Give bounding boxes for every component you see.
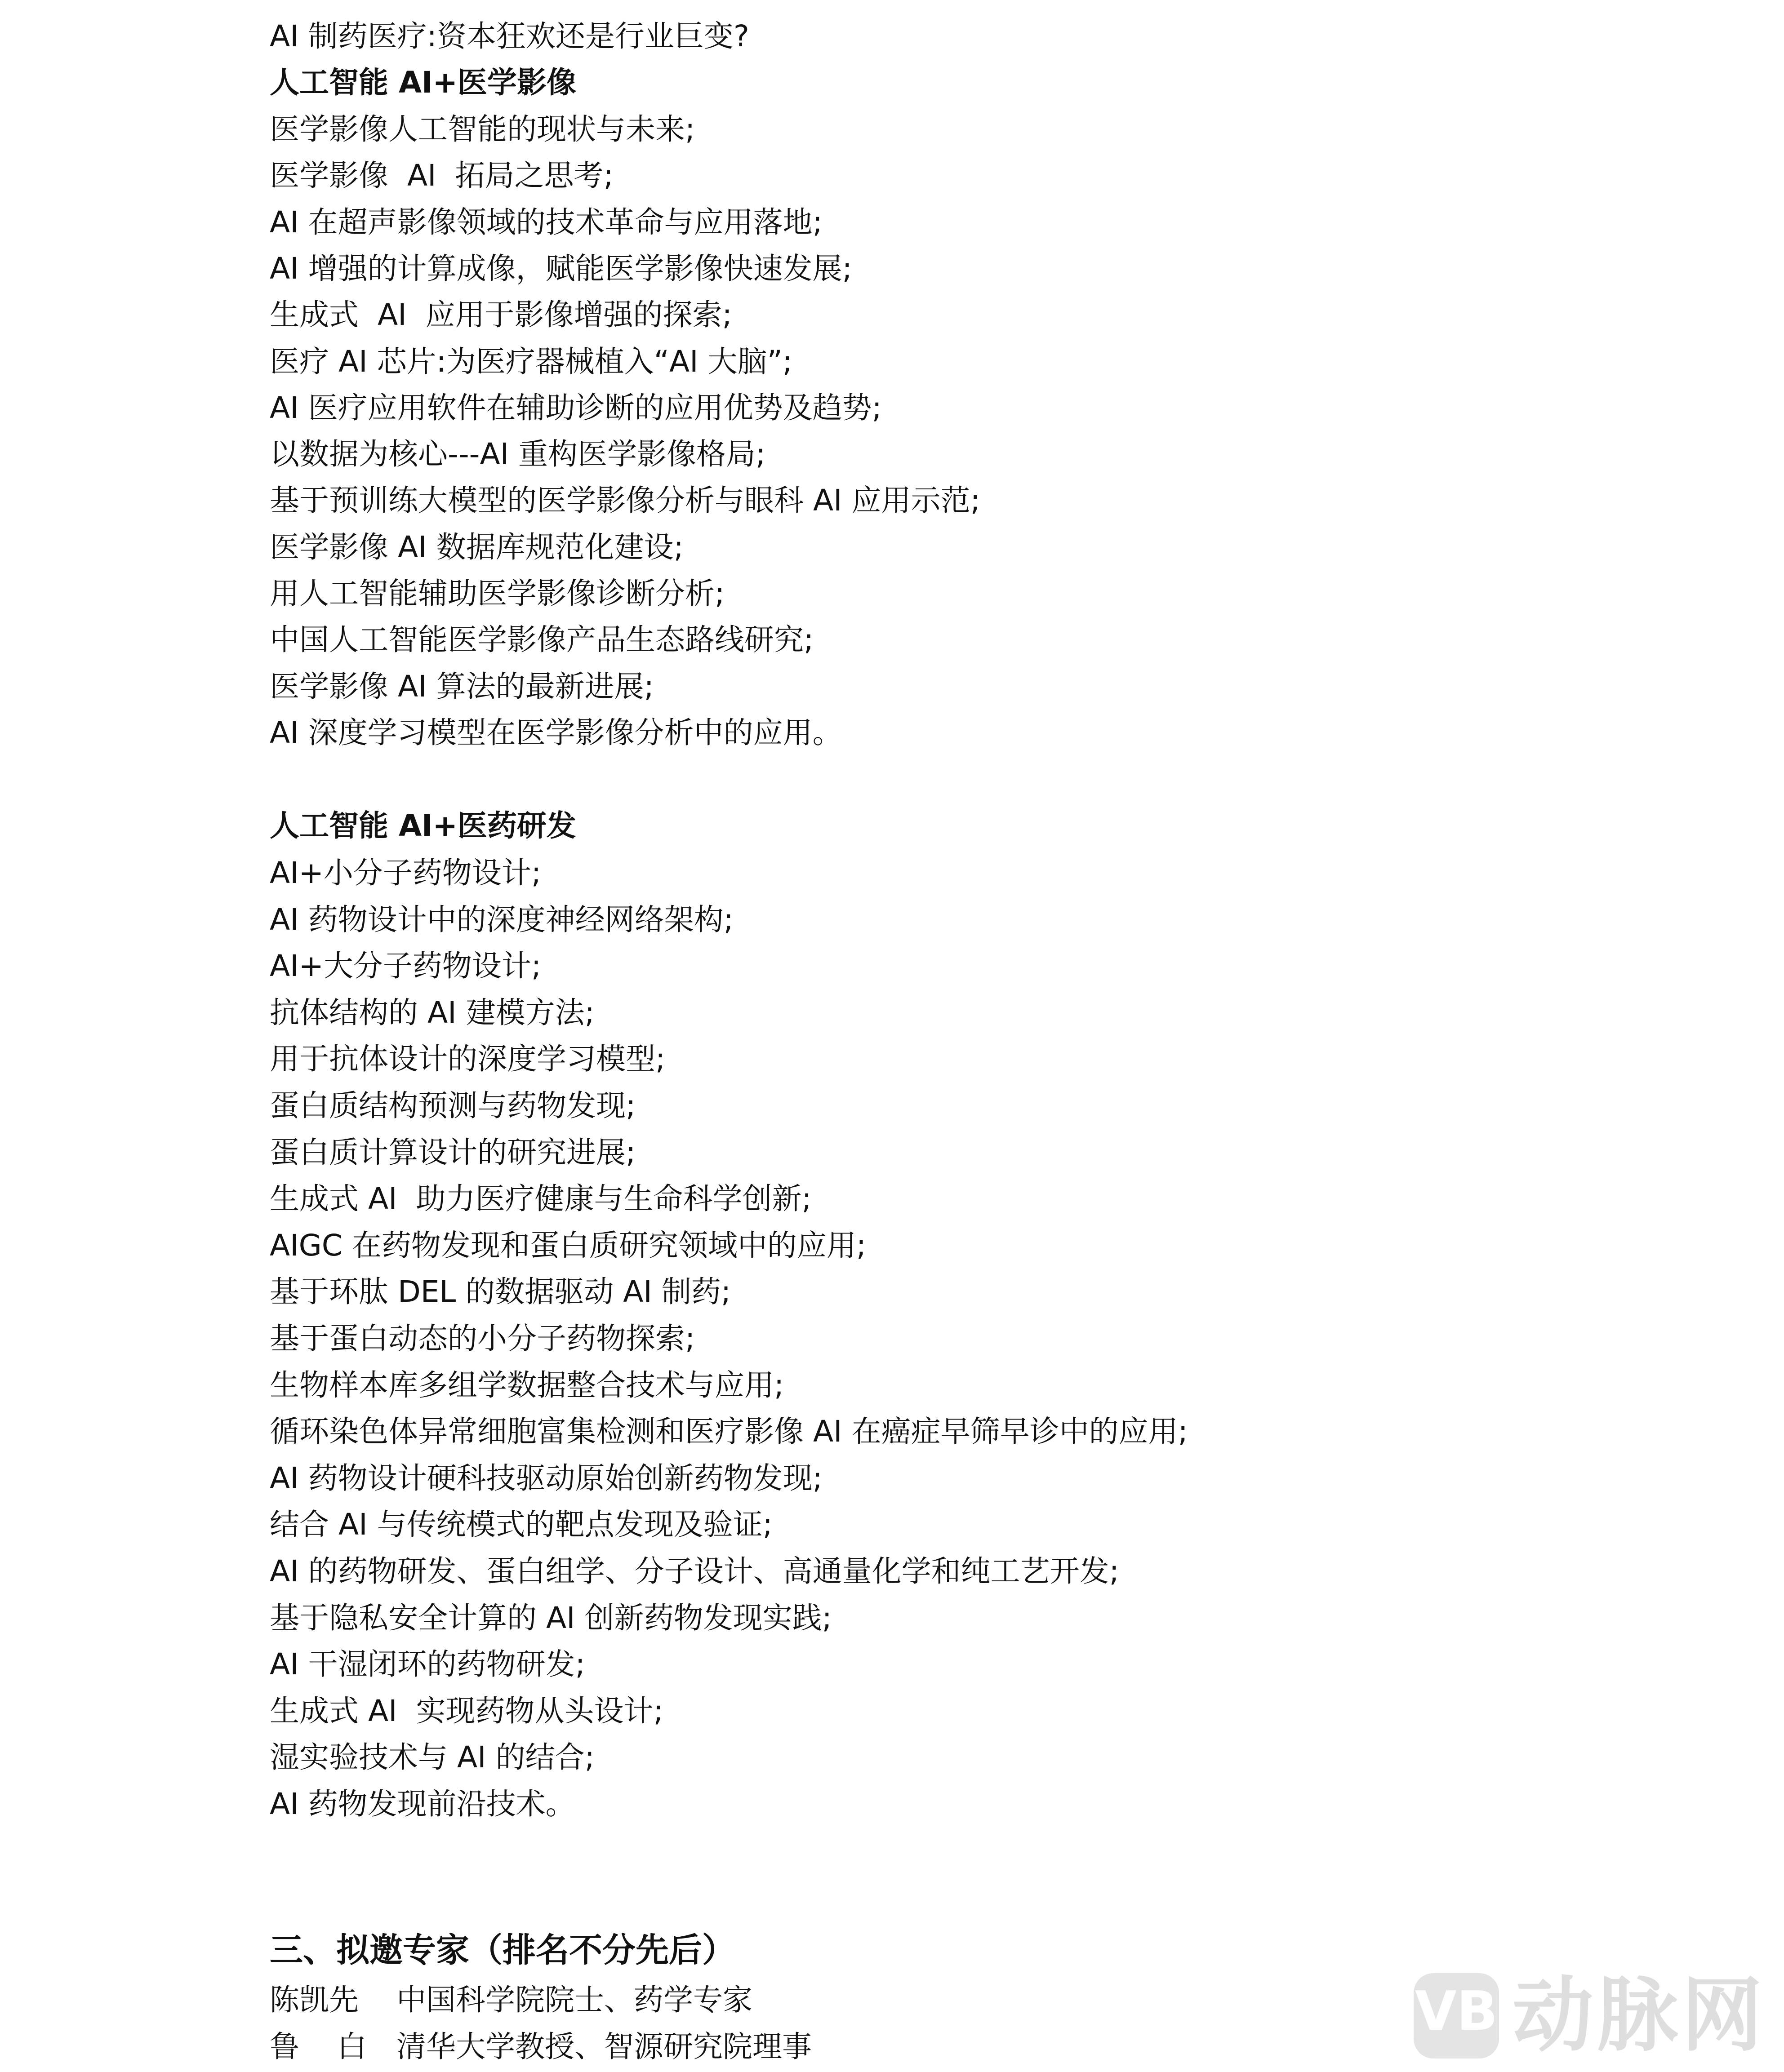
expert-row xyxy=(270,1985,752,2015)
watermark-text: 动脉网 xyxy=(1512,1969,1766,2063)
list-item: 蛋白质结构预测与药物发现; xyxy=(270,1088,636,1123)
list-item: AI 医疗应用软件在辅助诊断的应用优势及趋势; xyxy=(270,390,882,425)
list-item: 生物样本库多组学数据整合技术与应用; xyxy=(270,1367,784,1402)
list-item: 循环染色体异常细胞富集检测和医疗影像 AI 在癌症早筛早诊中的应用; xyxy=(270,1414,1188,1449)
list-item: 中国人工智能医学影像产品生态路线研究; xyxy=(270,622,814,657)
imaging-heading: 人工智能 AI+医学影像 xyxy=(270,65,576,100)
list-item: AI 在超声影像领域的技术革命与应用落地; xyxy=(270,204,823,240)
list-item: AI 干湿闭环的药物研发; xyxy=(270,1647,585,1682)
list-item: 基于环肽 DEL 的数据驱动 AI 制药; xyxy=(270,1274,731,1309)
expert-name: 陈凯先 xyxy=(270,1983,359,2017)
list-item: 用于抗体设计的深度学习模型; xyxy=(270,1042,666,1077)
list-item: AI 药物设计硬科技驱动原始创新药物发现; xyxy=(270,1460,823,1495)
list-item: AI 增强的计算成像，赋能医学影像快速发展; xyxy=(270,251,852,286)
intro-line: AI 制药医疗:资本狂欢还是行业巨变? xyxy=(270,19,749,53)
list-item: AIGC 在药物发现和蛋白质研究领域中的应用; xyxy=(270,1228,867,1263)
watermark xyxy=(1414,1969,1766,2063)
list-item: 医学影像人工智能的现状与未来; xyxy=(270,112,695,146)
vb-logo-icon: VB xyxy=(1414,1973,1499,2059)
list-item: 生成式 AI 应用于影像增强的探索; xyxy=(270,297,732,333)
expert-name: 鲁 白 xyxy=(270,2029,367,2064)
list-item: 医学影像 AI 数据库规范化建设; xyxy=(270,529,684,564)
list-item: 抗体结构的 AI 建模方法; xyxy=(270,995,595,1030)
list-item: 医疗 AI 芯片:为医疗器械植入“AI 大脑”; xyxy=(270,344,793,379)
list-item: 结合 AI 与传统模式的靶点发现及验证; xyxy=(270,1507,773,1542)
list-item: AI+小分子药物设计; xyxy=(270,856,542,890)
list-item: 医学影像 AI 算法的最新进展; xyxy=(270,669,654,704)
list-item: 以数据为核心---AI 重构医学影像格局; xyxy=(270,437,766,472)
list-item: 生成式 AI 助力医疗健康与生命科学创新; xyxy=(270,1181,812,1216)
list-item: AI+大分子药物设计; xyxy=(270,949,542,984)
experts-heading: 三、拟邀专家（排名不分先后） xyxy=(270,1931,735,1970)
list-item: AI 药物设计中的深度神经网络架构; xyxy=(270,902,734,937)
expert-row xyxy=(270,2029,812,2064)
list-item: 基于隐私安全计算的 AI 创新药物发现实践; xyxy=(270,1600,832,1635)
list-item: 用人工智能辅助医学影像诊断分析; xyxy=(270,576,725,611)
list-item: AI 的药物研发、蛋白组学、分子设计、高通量化学和纯工艺开发; xyxy=(270,1554,1119,1588)
list-item: 湿实验技术与 AI 的结合; xyxy=(270,1740,595,1775)
list-item: 医学影像 AI 拓局之思考; xyxy=(270,158,614,193)
expert-title: 清华大学教授、智源研究院理事 xyxy=(396,2029,812,2064)
list-item: 基于蛋白动态的小分子药物探索; xyxy=(270,1321,695,1356)
list-item: 基于预训练大模型的医学影像分析与眼科 AI 应用示范; xyxy=(270,483,980,518)
list-item: AI 药物发现前沿技术。 xyxy=(270,1787,575,1821)
list-item: 生成式 AI 实现药物从头设计; xyxy=(270,1693,663,1728)
list-item: AI 深度学习模型在医学影像分析中的应用。 xyxy=(270,715,842,750)
expert-title: 中国科学院院士、药学专家 xyxy=(396,1983,752,2017)
list-item: 蛋白质计算设计的研究进展; xyxy=(270,1135,636,1170)
drug-heading: 人工智能 AI+医药研发 xyxy=(270,808,576,843)
